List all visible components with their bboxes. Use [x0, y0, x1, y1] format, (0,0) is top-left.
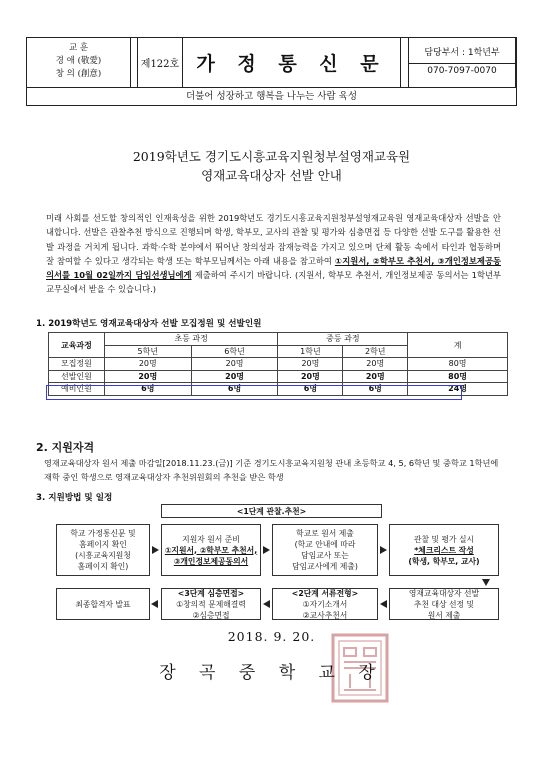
- box-line: ②심층면접: [192, 610, 230, 620]
- box-line: *체크리스트 작성: [414, 545, 474, 555]
- table-cell: 6명: [278, 383, 343, 396]
- step-box-notice: [56, 524, 150, 576]
- stage1-header: [161, 504, 382, 518]
- arrow-right-icon: [380, 546, 387, 554]
- box-line: ②교사추천서: [302, 610, 348, 620]
- box-line: 담임교사 또는: [301, 551, 349, 560]
- step-box-evaluation: [389, 524, 499, 576]
- motto-line: 창 의 (創意): [55, 69, 102, 79]
- arrow-left-icon: [263, 600, 270, 608]
- table-cell: 6명: [191, 383, 278, 396]
- box-line: (시흥교육지원청: [75, 551, 131, 560]
- box-line: 학교 가정통신문 및: [70, 529, 136, 538]
- step-box-submit: [272, 524, 378, 576]
- step-box-final: [56, 588, 150, 620]
- table-cell: 20명: [104, 370, 191, 383]
- row-label: 모집정원: [49, 358, 105, 371]
- issue-number: 제122호: [138, 38, 183, 87]
- header-spacer: [131, 38, 138, 87]
- col-total: 계: [408, 333, 508, 358]
- document-title-line1: 2019학년도 경기도시흥교육지원청부설영재교육원: [132, 149, 411, 164]
- box-line: ③개인정보제공동의서: [173, 556, 249, 566]
- motto-line: 교 훈: [68, 43, 89, 53]
- intro-emphasis: ①지원서, ②학부모 추천서, ③개인정보제공동의서를 10월 02일까지 담임선생님에게: [46, 255, 501, 281]
- table-cell: 20명: [343, 370, 408, 383]
- box-line: ①지원서, ②학부모 추천서,: [164, 545, 258, 555]
- header-spacer: [401, 38, 409, 87]
- intro-text: 미래 사회를 선도할 창의적인 인재육성을 위한 2019학년도 경기도시흥교육지원청부설영재교육원 영재교육대상자 선발을 안내합니다. 선발은 관찰추천 방식으로 진행되며 학생, 학부모, 교사의 관찰 및 평가와 심층면접 등 다양한 선발 도구를 활용한 선발 과정을 거치게 됩니다. 과학·수학 분야에서 뛰어난 창의성과 잠재능력을 가지고 있으며 단체 활동 속에서 타인과 협동하며 잘 참여할 수 있다고 생각되는 학생 또는 학부모님께서는 아래 내용을 참고하여: [46, 213, 501, 266]
- stage1-label: <1단계 관찰.추천>: [236, 506, 307, 516]
- col-course: 교육과정: [49, 333, 105, 358]
- arrow-down-icon: [482, 579, 490, 586]
- box-line: 홈페이지 확인: [79, 540, 127, 549]
- intro-paragraph: [46, 211, 501, 297]
- table-cell: 24명: [408, 383, 508, 396]
- row-label: 예비인원: [49, 383, 105, 396]
- table-cell: 20명: [278, 358, 343, 371]
- row-label: 선발인원: [49, 370, 105, 383]
- box-line: 원서 제출: [427, 610, 461, 620]
- arrow-right-icon: [263, 546, 270, 554]
- table-cell: 20명: [104, 358, 191, 371]
- contact-divider: [409, 63, 515, 64]
- box-line: 학교로 원서 제출: [296, 529, 354, 538]
- section2-title: 2. 지원자격: [36, 441, 95, 454]
- contact-info: [409, 38, 516, 87]
- box-line: 홈페이지 확인): [77, 562, 129, 571]
- sub-header: 6학년: [191, 345, 278, 358]
- table-row: [49, 370, 508, 383]
- step-box-documents: [272, 588, 378, 620]
- arrow-left-icon: [151, 600, 158, 608]
- box-line: 지원자 원서 준비: [182, 534, 240, 544]
- table-cell: 20명: [343, 358, 408, 371]
- col-middle: 중등 과정: [278, 333, 408, 346]
- table-cell: 20명: [278, 370, 343, 383]
- step-box-interview: [161, 588, 261, 620]
- table-cell: 6명: [343, 383, 408, 396]
- slogan: 더불어 성장하고 행복을 나누는 사람 육성: [185, 91, 358, 102]
- school-principal: 장 곡 중 학 교 장: [159, 663, 384, 683]
- newsletter-header: [26, 37, 517, 88]
- table-cell: 20명: [191, 358, 278, 371]
- box-line: 영재교육대상자 선발: [408, 588, 480, 598]
- motto-line: 경 애 (敬愛): [55, 56, 102, 66]
- box-line: (학생, 학부모, 교사): [408, 556, 480, 566]
- box-line: 추천 대상 선정 및: [413, 599, 475, 609]
- department: 담당부서 : 1학년부: [424, 48, 500, 58]
- box-line: <3단계 심층면접>: [177, 588, 245, 598]
- table-row: [49, 358, 508, 371]
- step-box-prepare: [161, 524, 261, 576]
- box-line: ①자기소개서: [302, 599, 348, 609]
- slogan-bar: [26, 88, 517, 106]
- qualification-text: 영재교육대상자 원서 제출 마감일[2018.11.23.(금)] 기준 경기도시흥교육지원청 관내 초등학교 4, 5, 6학년 및 중학교 1학년에 재학 중인 학생으로 영재교육대상자 추천위원회의 추천을 받은 학생: [44, 458, 499, 482]
- sub-header: 2학년: [343, 345, 408, 358]
- table-cell: 80명: [408, 370, 508, 383]
- box-line: <2단계 서류전형>: [291, 588, 359, 598]
- school-motto: [27, 38, 131, 87]
- table-cell: 80명: [408, 358, 508, 371]
- sub-header: 1학년: [278, 345, 343, 358]
- box-line: ①창의적 문제해결력: [176, 599, 246, 609]
- section1-title: 1. 2019학년도 영재교육대상자 선발 모집정원 및 선발인원: [36, 319, 262, 329]
- highlight-box: [46, 385, 462, 400]
- phone-number: 070-7097-0070: [427, 66, 497, 76]
- box-line: 최종합격자 발표: [75, 599, 131, 609]
- sub-header: 5학년: [104, 345, 191, 358]
- document-title-line2: 영재교육대상자 선발 안내: [201, 168, 342, 183]
- section3-title: 3. 지원방법 및 일정: [36, 493, 113, 503]
- issue-date: 2018. 9. 20.: [227, 629, 316, 644]
- box-line: 관찰 및 평가 실시: [413, 534, 475, 544]
- newsletter-title: 가 정 통 신 문: [183, 38, 401, 87]
- intro-text-end: 제출하여 주시기 바랍니다. (지원서, 학부모 추천서, 개인정보제공 동의서는 1학년부 교무실에서 받을 수 있습니다.): [46, 270, 501, 295]
- table-cell: 20명: [191, 370, 278, 383]
- col-elementary: 초등 과정: [104, 333, 278, 346]
- table-cell: 6명: [104, 383, 191, 396]
- arrow-left-icon: [380, 600, 387, 608]
- box-line: 담임교사에게 제출): [292, 562, 358, 571]
- arrow-right-icon: [152, 546, 159, 554]
- step-box-recommend: [389, 588, 499, 620]
- box-line: (학교 안내에 따라: [294, 540, 356, 549]
